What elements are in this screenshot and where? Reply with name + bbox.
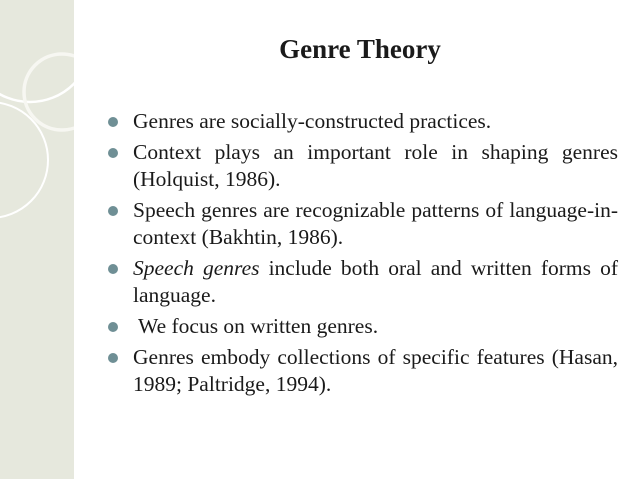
bullet-point-icon: [108, 322, 118, 332]
bullet-item: [105, 344, 618, 398]
decorative-circle-lower: [0, 102, 48, 218]
bullet-text: [133, 256, 618, 307]
bullet-point-icon: [108, 206, 118, 216]
bullet-text: We focus on written genres.: [138, 314, 379, 338]
bullet-item: [105, 108, 618, 135]
bullet-text: Context plays an important role in shaping genres (Holquist, 1986).: [133, 140, 618, 191]
bullet-text-rest: include both oral and written forms of language.: [133, 256, 618, 307]
bullet-item: [105, 313, 618, 340]
italic-term: Speech genres: [133, 256, 260, 280]
bullet-item: [105, 197, 618, 251]
decorative-circles-graphic: [0, 0, 74, 479]
bullet-point-icon: [108, 264, 118, 274]
bullet-text: Speech genres are recognizable patterns of language-in-context (Bakhtin, 1986).: [133, 198, 618, 249]
bullet-list: [105, 108, 618, 402]
decorative-sidebar: [0, 0, 74, 479]
slide-title: Genre Theory: [279, 34, 441, 64]
bullet-text: Genres embody collections of specific features (Hasan, 1989; Paltridge, 1994).: [133, 345, 618, 396]
bullet-item: [105, 139, 618, 193]
bullet-text: Genres are socially-constructed practices.: [133, 109, 492, 133]
bullet-point-icon: [108, 117, 118, 127]
bullet-point-icon: [108, 148, 118, 158]
bullet-item: [105, 255, 618, 309]
bullet-point-icon: [108, 353, 118, 363]
